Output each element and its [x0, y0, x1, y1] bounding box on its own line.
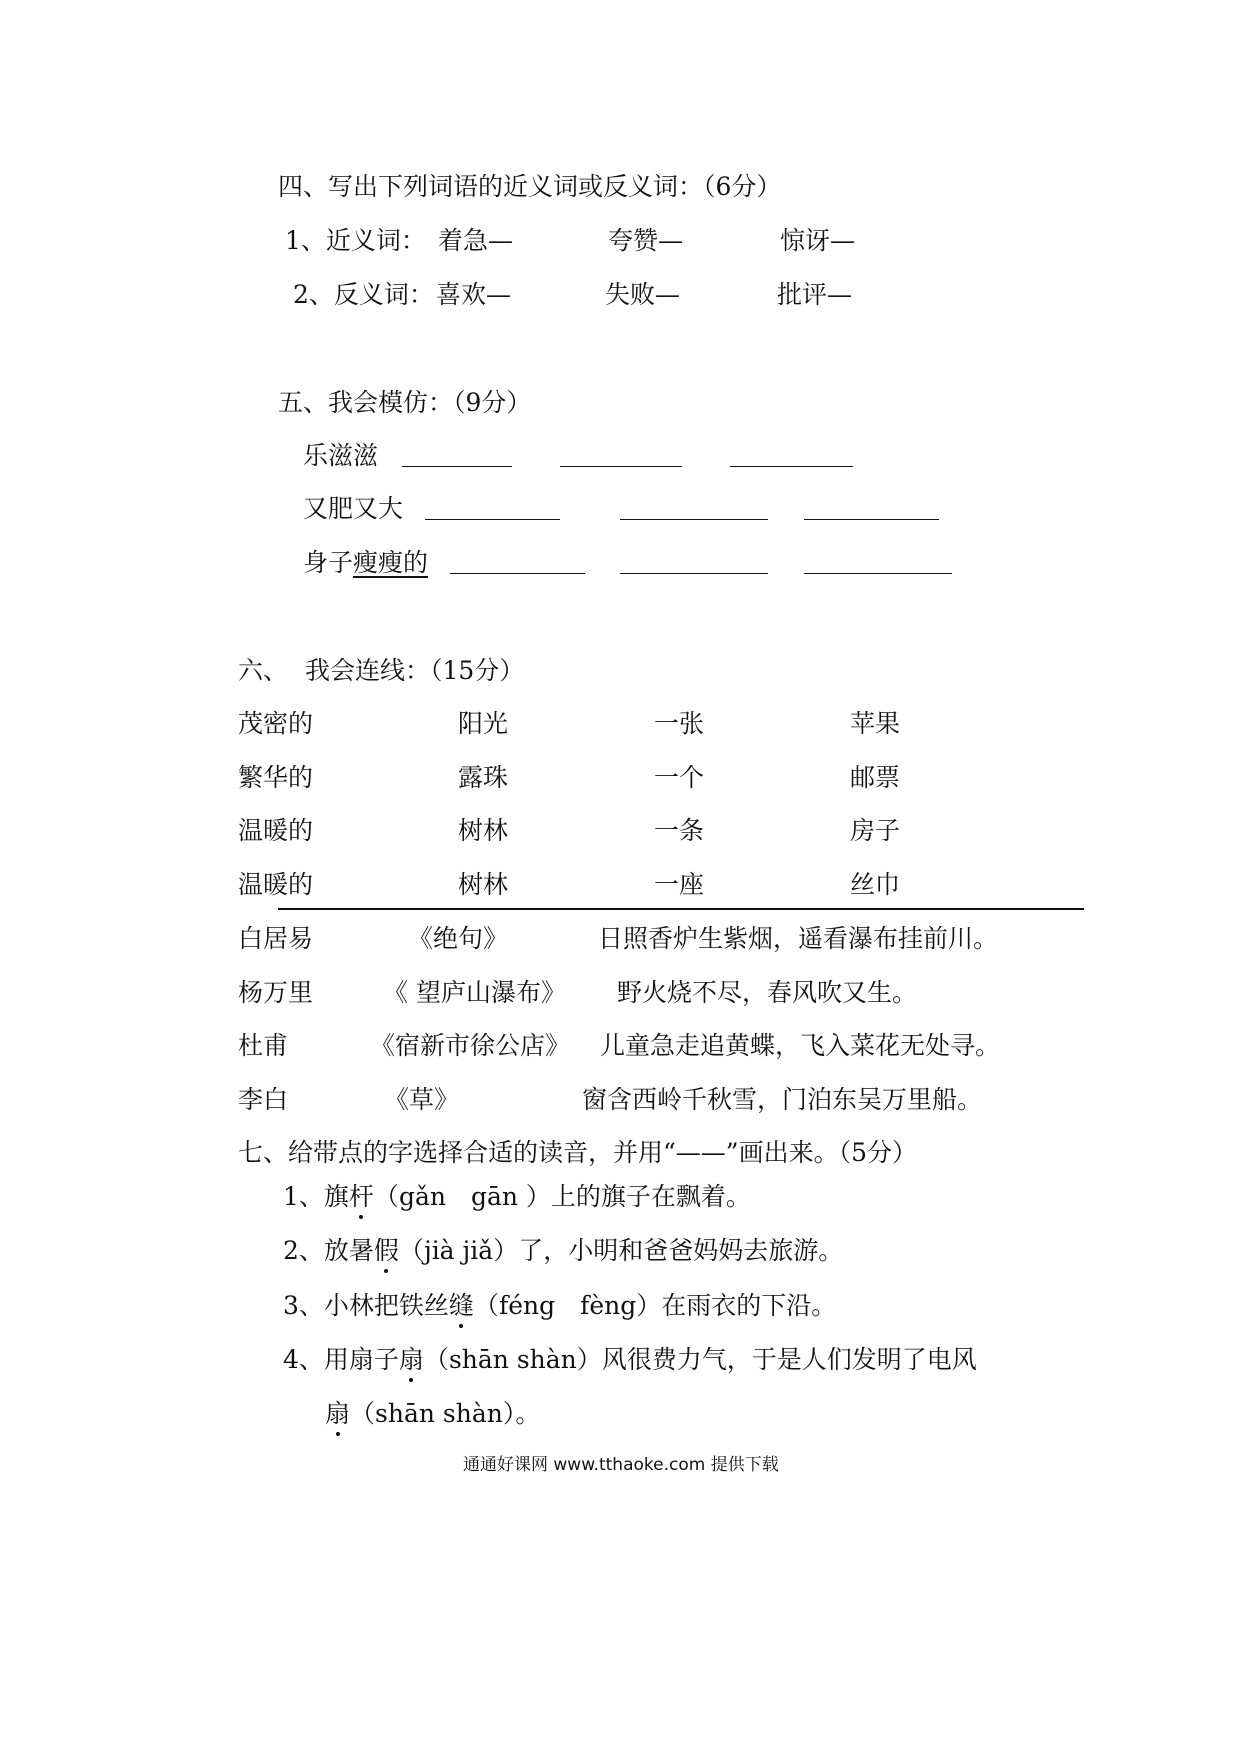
poem-line: 儿童急走追黄蝶，飞入菜花无处寻。 [600, 1031, 1001, 1060]
match-item: 一个 [654, 763, 705, 792]
match-item: 树林 [458, 870, 509, 899]
poem-line: 窗含西岭千秋雪，门泊东吴万里船。 [582, 1085, 983, 1114]
answer-blank[interactable] [620, 573, 768, 574]
match-item: 一座 [654, 870, 705, 899]
dotted-character: 扇 [398, 1345, 424, 1374]
synonym-word-3: 惊讶— [780, 226, 856, 255]
poem-title: 《宿新市徐公店》 [370, 1031, 571, 1060]
match-item: 树林 [458, 816, 509, 845]
dotted-character: 扇 [325, 1399, 351, 1428]
poem-line: 日照香炉生紫烟，遥看瀑布挂前川。 [598, 924, 999, 953]
match-item: 一条 [654, 816, 705, 845]
antonym-word-2: 失败— [605, 280, 681, 309]
poem-line: 野火烧不尽，春风吹又生。 [617, 978, 918, 1007]
answer-blank[interactable] [450, 573, 585, 574]
poem-author: 杜甫 [238, 1031, 289, 1060]
pinyin-question-3: 3、小林把铁丝缝（féng fèng）在雨衣的下沿。 [283, 1291, 837, 1320]
antonym-word-3: 批评— [777, 280, 853, 309]
match-item: 露珠 [458, 763, 509, 792]
match-item: 房子 [850, 816, 901, 845]
synonym-word-1: 着急— [438, 226, 514, 255]
dotted-character: 缝 [448, 1291, 474, 1320]
section5-title: 五、我会模仿：（9分） [278, 388, 532, 417]
poem-author: 李白 [238, 1085, 289, 1114]
imitate-item-3-prefix: 身子 [303, 548, 354, 577]
pinyin-question-1: 1、旗杆（gǎn gān ）上的旗子在飘着。 [283, 1182, 751, 1211]
antonym-word-1: 喜欢— [436, 280, 512, 309]
match-item: 温暖的 [238, 816, 314, 845]
match-item: 温暖的 [238, 870, 314, 899]
match-item: 苹果 [850, 709, 901, 738]
imitate-item-1: 乐滋滋 [303, 441, 379, 470]
answer-blank[interactable] [804, 573, 952, 574]
poem-title: 《 望庐山瀑布》 [383, 978, 566, 1007]
section6-number: 六、 [238, 656, 289, 685]
poem-title: 《草》 [384, 1085, 460, 1114]
section4-title: 四、写出下列词语的近义词或反义词：（6分） [278, 172, 782, 201]
answer-blank[interactable] [804, 519, 939, 520]
match-item: 茂密的 [238, 709, 314, 738]
answer-blank[interactable] [620, 519, 768, 520]
match-item: 一张 [654, 709, 705, 738]
imitate-item-3 [303, 550, 428, 575]
section6-title: 我会连线：（15分） [305, 656, 525, 685]
answer-blank[interactable] [560, 466, 682, 467]
section7-title: 七、给带点的字选择合适的读音，并用“——”画出来。（5分） [238, 1138, 917, 1167]
answer-blank[interactable] [402, 466, 512, 467]
pinyin-question-4: 4、用扇子扇（shān shàn）风很费力气，于是人们发明了电风 [283, 1345, 977, 1374]
divider-line [278, 908, 1084, 910]
match-item: 邮票 [850, 763, 901, 792]
imitate-item-2: 又肥又大 [303, 494, 404, 523]
antonym-label: 2、反义词： [293, 280, 434, 309]
synonym-word-2: 夸赞— [608, 226, 684, 255]
answer-blank[interactable] [730, 466, 853, 467]
dotted-character: 杆 [348, 1182, 374, 1211]
synonym-label: 1、近义词： [285, 226, 426, 255]
poem-title: 《绝句》 [408, 924, 509, 953]
poem-author: 白居易 [238, 924, 314, 953]
poem-author: 杨万里 [238, 978, 314, 1007]
dotted-character: 假 [373, 1236, 399, 1265]
match-item: 丝巾 [850, 870, 901, 899]
match-item: 繁华的 [238, 763, 314, 792]
answer-blank[interactable] [425, 519, 560, 520]
footer-credit: 通通好课网 www.tthaoke.com 提供下载 [463, 1455, 779, 1475]
pinyin-question-4-continued: 扇（shān shàn）。 [325, 1399, 541, 1428]
pinyin-question-2: 2、放暑假（jià jiǎ）了，小明和爸爸妈妈去旅游。 [283, 1236, 844, 1265]
imitate-item-3-underlined: 瘦瘦的 [353, 548, 429, 577]
match-item: 阳光 [458, 709, 509, 738]
